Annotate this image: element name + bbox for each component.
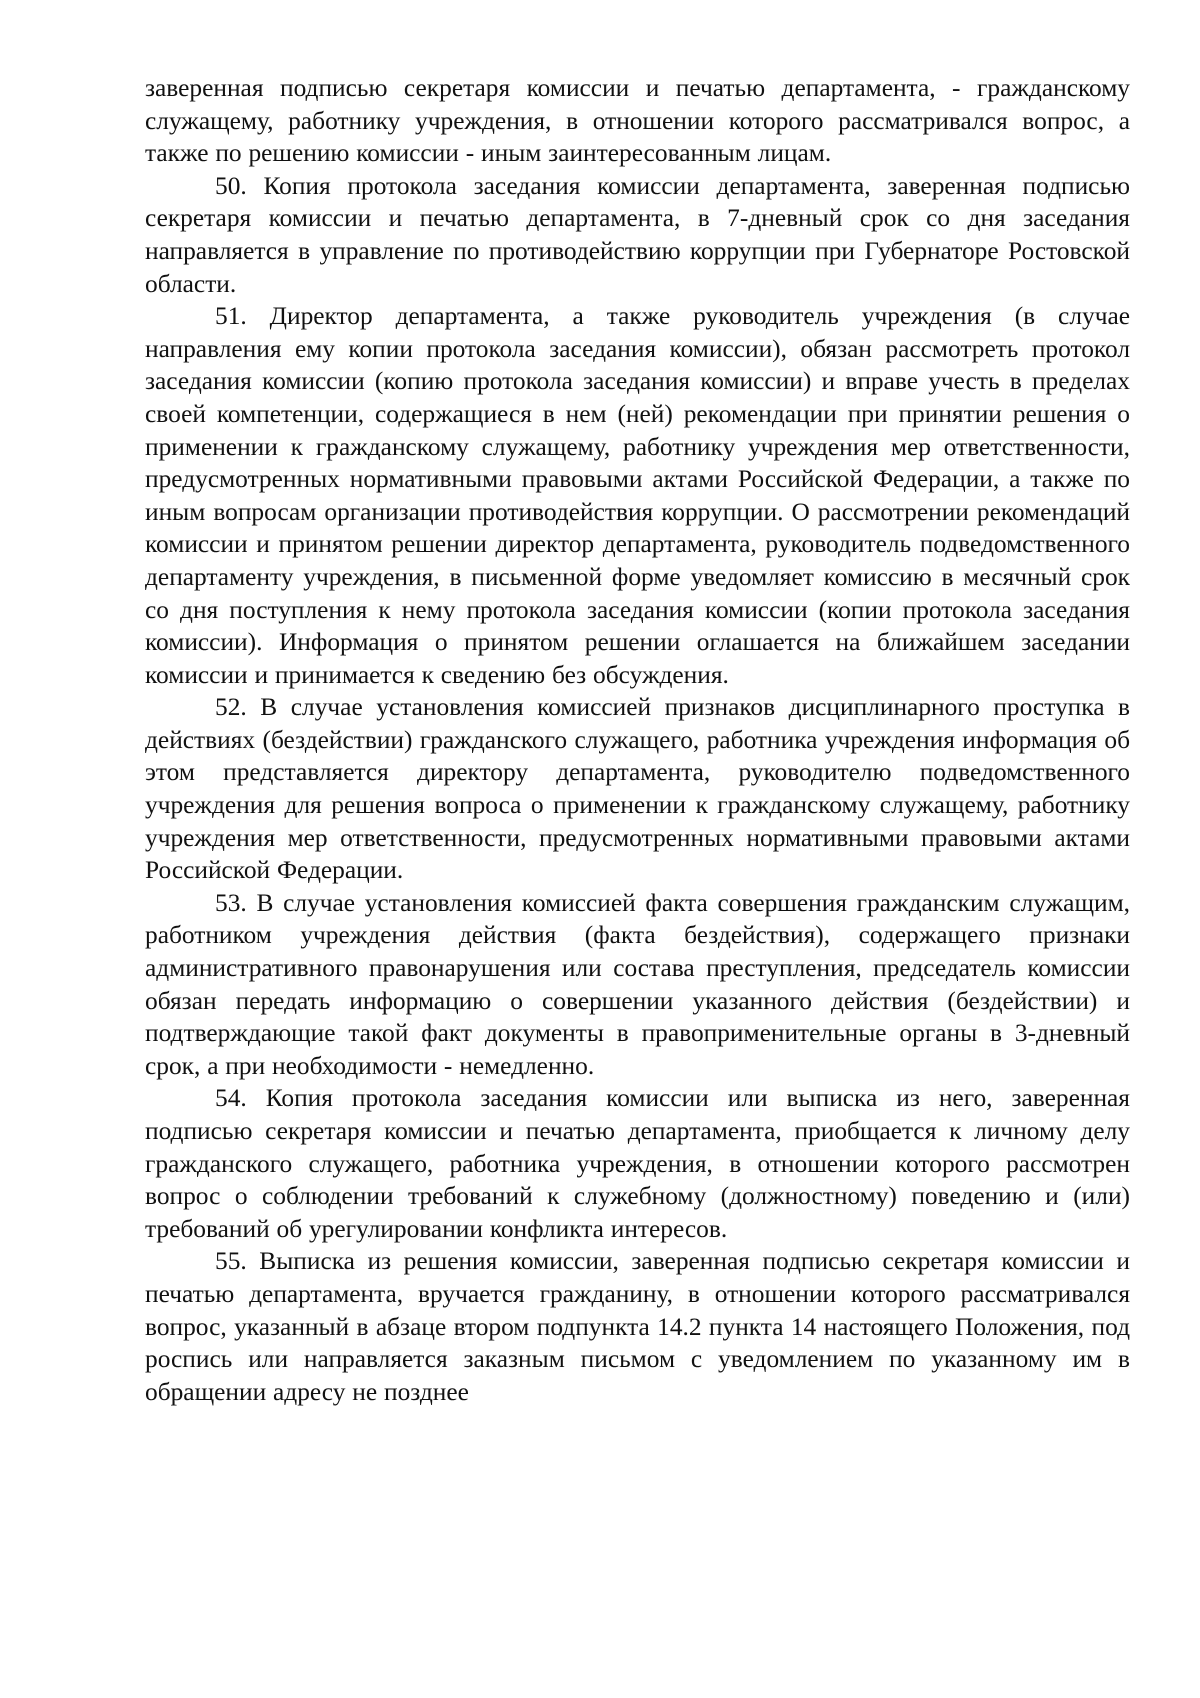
paragraph-item-54: 54. Копия протокола заседания комиссии или выписка из него, заверенная подписью секретаря комиссии и печатью департамента, приобщается к личному делу гражданского служащего, работника учреждения, в отношении которого рассмотрен вопрос о соблюдении требований к служебному (должностному) поведению и (или) требований об урегулировании конфликта интересов.: [145, 1084, 1130, 1243]
paragraph-continuation: заверенная подписью секретаря комиссии и печатью департамента, - гражданскому служащему, работнику учреждения, в отношении которого рассматривался вопрос, а также по решению комиссии - иным заинтересованным лицам.: [145, 74, 1130, 168]
document-page: [145, 72, 1130, 1408]
paragraph-item-55: 55. Выписка из решения комиссии, заверенная подписью секретаря комиссии и печатью департамента, вручается гражданину, в отношении которого рассматривался вопрос, указанный в абзаце втором подпункта 14.2 пункта 14 настоящего Положения, под роспись или направляется заказным письмом с уведомлением по указанному им в обращении адресу не позднее: [145, 1247, 1130, 1406]
paragraph-item-53: 53. В случае установления комиссией факта совершения гражданским служащим, работником учреждения действия (факта бездействия), содержащего признаки административного правонарушения или состава преступления, председатель комиссии обязан передать информацию о совершении указанного действия (бездействии) и подтверждающие такой факт документы в правоприменительные органы в 3-дневный срок, а при необходимости - немедленно.: [145, 888, 1130, 1080]
paragraph-item-50: 50. Копия протокола заседания комиссии департамента, заверенная подписью секретаря комиссии и печатью департамента, в 7-дневный срок со дня заседания направляется в управление по противодействию коррупции при Губернаторе Ростовской области.: [145, 171, 1130, 298]
paragraph-item-52: 52. В случае установления комиссией признаков дисциплинарного проступка в действиях (бездействии) гражданского служащего, работника учреждения информация об этом представляется директору департамента, руководителю подведомственного учреждения для решения вопроса о применении к гражданскому служащему, работнику учреждения мер ответственности, предусмотренных нормативными правовыми актами Российской Федерации.: [145, 693, 1130, 885]
paragraph-item-51: 51. Директор департамента, а также руководитель учреждения (в случае направления ему копии протокола заседания комиссии), обязан рассмотреть протокол заседания комиссии (копию протокола заседания комиссии) и вправе учесть в пределах своей компетенции, содержащиеся в нем (ней) рекомендации при принятии решения о применении к гражданскому служащему, работнику учреждения мер ответственности, предусмотренных нормативными правовыми актами Российской Федерации, а также по иным вопросам организации противодействия коррупции. О рассмотрении рекомендаций комиссии и принятом решении директор департамента, руководитель подведомственного департаменту учреждения, в письменной форме уведомляет комиссию в месячный срок со дня поступления к нему протокола заседания комиссии (копии протокола заседания комиссии). Информация о принятом решении оглашается на ближайшем заседании комиссии и принимается к сведению без обсуждения.: [145, 302, 1130, 689]
